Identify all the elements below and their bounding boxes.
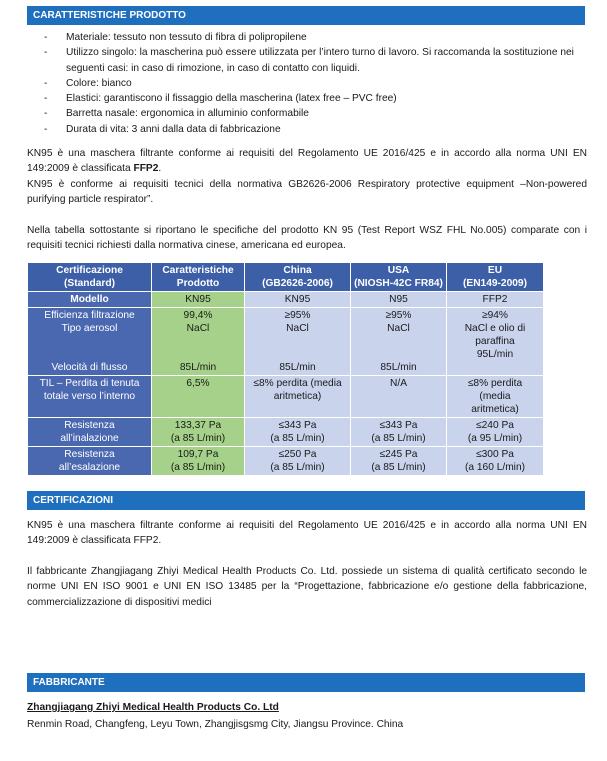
table-cell: 133,37 Pa (a 85 L/min) <box>152 418 245 447</box>
bullet-dash: - <box>44 77 48 89</box>
intro-paragraph-1: KN95 è una maschera filtrante conforme ai requisiti del Regolamento UE 2016/425 e in accordo alla norma UNI EN 149:2009 è classificata FFP2. <box>27 148 587 175</box>
row-label-cell: Resistenza all’inalazione <box>28 418 152 447</box>
intro-paragraph-3: Nella tabella sottostante si riportano le specifiche del prodotto KN 95 (Test Report WSZ FHL No.005) comparate con i requisiti tecnici richiesti dalla normativa cinese, americana ed europea. <box>27 225 587 252</box>
table-row-efficienza <box>28 308 544 376</box>
table-row-modello <box>28 292 544 308</box>
spec-comparison-table <box>27 262 544 476</box>
header-china: China (GB2626-2006) <box>245 263 351 292</box>
table-cell: FFP2 <box>447 292 544 308</box>
cert-paragraph-2: Il fabbricante Zhangjiagang Zhiyi Medical Health Products Co. Ltd. possiede un sistema di qualità certificato secondo le norme UNI EN ISO 9001 e UNI EN ISO 13485 per la “Progettazione, fabbricazione e/o gestione della fabbricazione, commercializzazione di dispositivi medici <box>27 566 587 608</box>
table-cell: ≥95% NaCl 85L/min <box>245 308 351 376</box>
table-cell: ≥95% NaCl 85L/min <box>351 308 447 376</box>
feature-item: - Materiale: tessuto non tessuto di fibra di polipropilene <box>44 30 586 45</box>
header-eu: EU (EN149-2009) <box>447 263 544 292</box>
bullet-dash: - <box>44 123 48 135</box>
cert-paragraph-1: KN95 è una maschera filtrante conforme ai requisiti del Regolamento UE 2016/425 e in accordo alla norma UNI EN 149:2009 è classificata FFP2. <box>27 520 587 547</box>
table-cell: ≤245 Pa (a 85 L/min) <box>351 447 447 476</box>
table-cell: N/A <box>351 376 447 418</box>
table-cell: ≤343 Pa (a 85 L/min) <box>351 418 447 447</box>
bullet-dash: - <box>44 32 48 43</box>
table-cell: KN95 <box>245 292 351 308</box>
table-cell: ≥94% NaCl e olio di paraffina 95L/min <box>447 308 544 376</box>
header-usa: USA (NIOSH-42C FR84) <box>351 263 447 292</box>
intro-paragraph-2: KN95 è conforme ai requisiti tecnici della normativa GB2626-2006 Respiratory protective equipment –Non-powered purifying particle respirator”. <box>27 179 587 206</box>
table-cell: ≤8% perdita (media aritmetica) <box>245 376 351 418</box>
table-cell: 109,7 Pa (a 85 L/min) <box>152 447 245 476</box>
table-cell: 6,5% <box>152 376 245 418</box>
row-label-cell: Resistenza all’esalazione <box>28 447 152 476</box>
table-cell: ≤8% perdita (media aritmetica) <box>447 376 544 418</box>
table-row-til <box>28 376 544 418</box>
section-header-certificazioni: CERTIFICAZIONI <box>27 491 585 510</box>
table-cell: 99,4% NaCl 85L/min <box>152 308 245 376</box>
table-cell: KN95 <box>152 292 245 308</box>
bullet-dash: - <box>44 93 48 105</box>
header-prodotto: Caratteristiche Prodotto <box>152 263 245 292</box>
table-cell: ≤343 Pa (a 85 L/min) <box>245 418 351 447</box>
feature-item: - Durata di vita: 3 anni dalla data di fabbricazione <box>44 122 586 137</box>
row-label-cell: TIL – Perdita di tenuta totale verso l’interno <box>28 376 152 418</box>
bullet-dash: - <box>44 108 48 120</box>
feature-item: - Utilizzo singolo: la mascherina può essere utilizzata per l’intero turno di lavoro. Si raccomanda la sostituzione nei seguenti casi: in caso di rimozione, in caso di contatto con liquidi. <box>44 47 574 74</box>
feature-item: - Elastici: garantiscono il fissaggio della mascherina (latex free – PVC free) <box>44 91 586 106</box>
section-header-caratteristiche: CARATTERISTICHE PRODOTTO <box>27 6 585 25</box>
table-row-inalazione <box>28 418 544 447</box>
table-row-esalazione <box>28 447 544 476</box>
bullet-dash: - <box>44 47 48 59</box>
header-certificazione: Certificazione (Standard) <box>28 263 152 292</box>
table-cell: N95 <box>351 292 447 308</box>
table-cell: ≤250 Pa (a 85 L/min) <box>245 447 351 476</box>
feature-item: - Barretta nasale: ergonomica in alluminio conformabile <box>44 106 586 121</box>
table-cell: ≤240 Pa (a 95 L/min) <box>447 418 544 447</box>
table-header-row <box>28 263 544 292</box>
feature-item: - Colore: bianco <box>44 76 586 91</box>
manufacturer-name: Zhangjiagang Zhiyi Medical Health Products Co. Ltd <box>27 702 279 713</box>
section-header-fabbricante: FABBRICANTE <box>27 673 585 692</box>
features-list <box>44 30 586 137</box>
row-label-cell: Efficienza filtrazione Tipo aerosol Velocità di flusso <box>28 308 152 376</box>
table-cell: ≤300 Pa (a 160 L/min) <box>447 447 544 476</box>
row-label-cell: Modello <box>28 292 152 308</box>
manufacturer-address: Renmin Road, Changfeng, Leyu Town, Zhangjisgsmg City, Jiangsu Province. China <box>27 719 404 730</box>
